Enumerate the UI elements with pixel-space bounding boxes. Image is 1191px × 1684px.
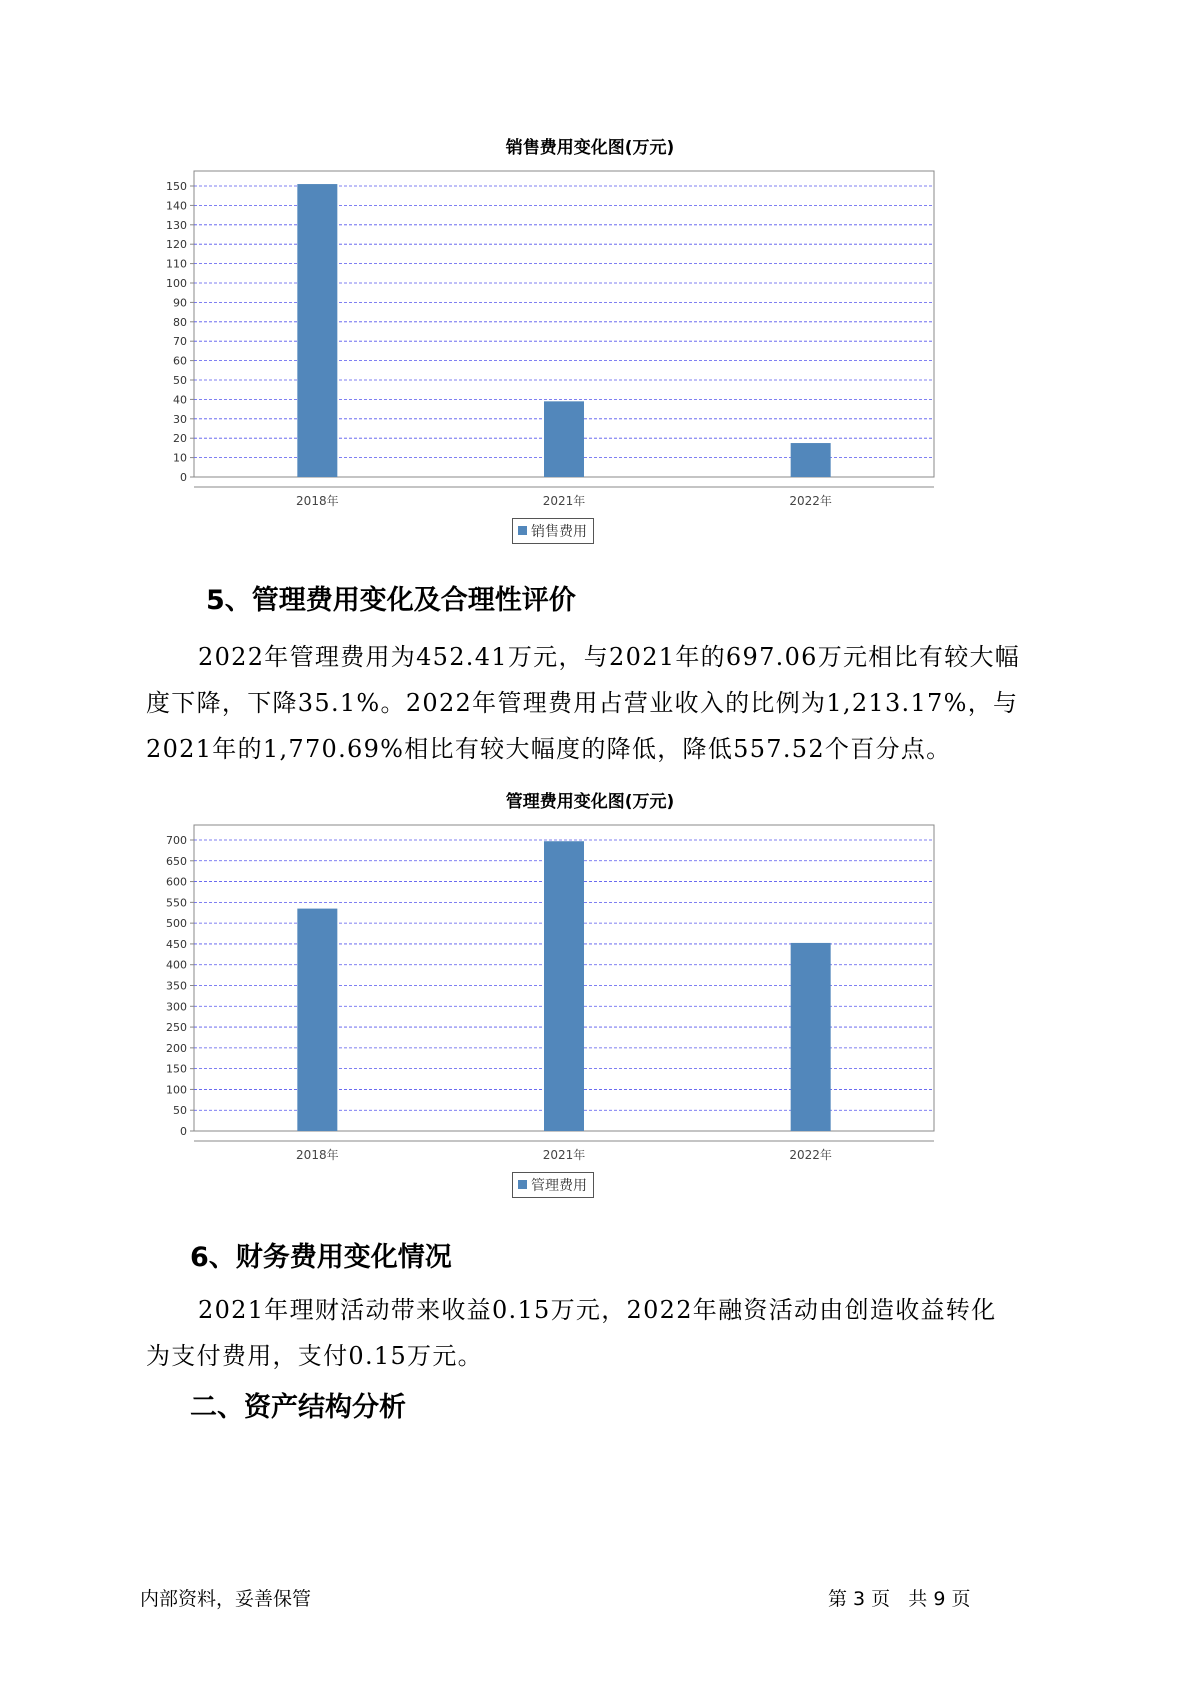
section-5-heading: 5、管理费用变化及合理性评价 (206, 585, 576, 616)
para-line: 2021年理财活动带来收益0.15万元，2022年融资活动由创造收益转化 (198, 1296, 997, 1324)
chart-legend (512, 1172, 594, 1198)
x-tick-label: 2022年 (789, 494, 832, 508)
y-tick-label: 150 (166, 180, 187, 193)
y-tick-label: 50 (173, 374, 187, 387)
bar (791, 943, 831, 1131)
y-tick-label: 70 (173, 335, 187, 349)
para-line: 2022年管理费用为452.41万元，与2021年的697.06万元相比有较大幅 (198, 643, 1021, 671)
chart-title: 管理费用变化图(万元) (505, 792, 675, 812)
footer-right: 第 3 页 共 9 页 (828, 1588, 971, 1610)
section-5-paragraph (146, 634, 1046, 772)
section-2-heading: 二、资产结构分析 (190, 1392, 406, 1423)
x-tick-label: 2021年 (542, 494, 586, 508)
para-line: 2021年的1,770.69%相比有较大幅度的降低，降低557.52个百分点。 (146, 735, 952, 763)
y-tick-label: 90 (173, 296, 187, 310)
x-tick-label: 2018年 (296, 494, 339, 508)
chart-title: 销售费用变化图(万元) (505, 138, 675, 158)
admin-expense-chart (140, 787, 1040, 1207)
y-tick-label: 20 (173, 432, 187, 446)
y-tick-label: 300 (166, 1000, 187, 1014)
sales-expense-chart-svg (140, 163, 1040, 563)
bar (791, 443, 831, 477)
y-tick-label: 110 (166, 257, 187, 271)
x-tick-label: 2018年 (296, 1148, 339, 1162)
para-line: 为支付费用，支付0.15万元。 (146, 1342, 483, 1370)
y-tick-label: 140 (166, 199, 187, 213)
sales-expense-chart (140, 133, 1040, 548)
para-line: 度下降，下降35.1%。2022年管理费用占营业收入的比例为1,213.17%，与 (146, 689, 1019, 717)
y-tick-label: 700 (166, 834, 187, 847)
y-tick-label: 30 (173, 412, 187, 426)
y-tick-label: 120 (166, 238, 187, 252)
footer-left: 内部资料，妥善保管 (140, 1588, 312, 1610)
y-tick-label: 550 (166, 896, 187, 910)
y-tick-label: 130 (166, 218, 187, 232)
y-tick-label: 200 (166, 1041, 187, 1055)
x-tick-label: 2021年 (542, 1148, 586, 1162)
y-tick-label: 150 (166, 1062, 187, 1076)
legend-label: 管理费用 (531, 1178, 587, 1194)
section-6-paragraph (146, 1287, 1046, 1379)
legend-swatch (518, 1180, 527, 1189)
y-tick-label: 500 (166, 917, 187, 931)
x-tick-label: 2022年 (789, 1148, 832, 1162)
admin-expense-chart-svg (140, 817, 1040, 1217)
legend-label: 销售费用 (531, 524, 587, 540)
y-tick-label: 0 (180, 1125, 187, 1138)
legend-swatch (518, 526, 527, 535)
y-tick-label: 40 (173, 393, 187, 407)
y-tick-label: 10 (173, 451, 187, 465)
y-tick-label: 400 (166, 958, 187, 972)
y-tick-label: 350 (166, 979, 187, 993)
bar (544, 401, 584, 477)
y-tick-label: 100 (166, 1083, 187, 1097)
y-tick-label: 0 (180, 471, 187, 484)
y-tick-label: 100 (166, 277, 187, 290)
section-6-heading: 6、财务费用变化情况 (190, 1242, 452, 1273)
y-tick-label: 60 (173, 354, 187, 368)
bar (297, 909, 337, 1131)
y-tick-label: 600 (166, 875, 187, 889)
y-tick-label: 650 (166, 854, 187, 868)
y-tick-label: 450 (166, 937, 187, 951)
bar (544, 841, 584, 1131)
chart-legend (512, 518, 594, 544)
y-tick-label: 80 (173, 315, 187, 329)
y-tick-label: 250 (166, 1021, 187, 1035)
y-tick-label: 50 (173, 1104, 187, 1118)
bar (297, 184, 337, 477)
